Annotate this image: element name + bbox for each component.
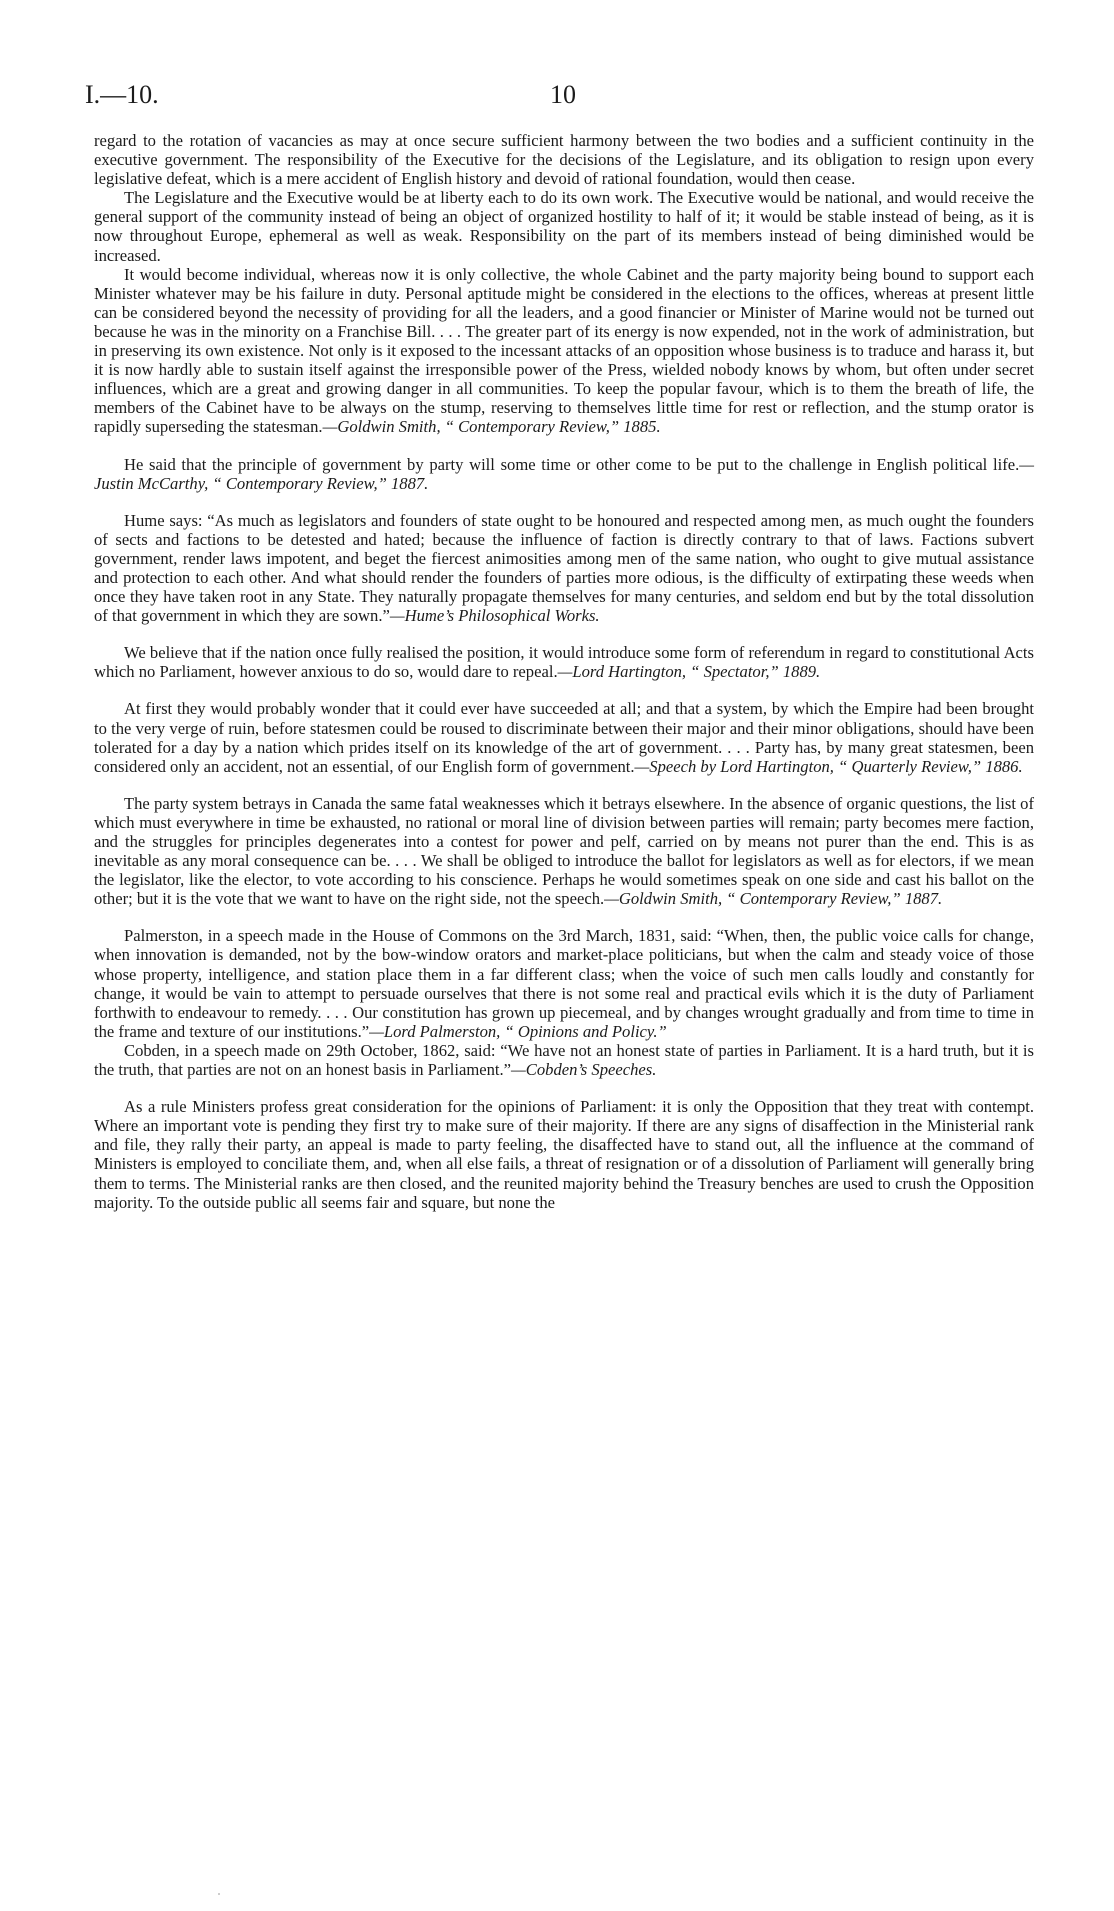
citation: —Hume’s Philosophical Works. (389, 606, 600, 626)
paragraph (94, 699, 1034, 775)
citation: —Lord Palmerston, “ Opinions and Policy.” (369, 1021, 667, 1041)
paragraph-text: As a rule Ministers profess great consideration for the opinions of Parliament: it is only the Opposition that they treat with contempt. Where an important vote is pending they first try to make sure of their majority. If there are any signs of disaffection in the Ministerial rank and file, they rally their party, an appeal is made to party feeling, the disaffected have to stand out, all the influence at the command of Ministers is employed to conciliate them, and, when all else fails, a threat of resignation or of a dissolution of Parliament will generally bring them to terms. The Ministerial ranks are then closed, and the reunited majority behind the Treasury benches are used to crush the Opposition majority. To the outside public all seems fair and square, but none the (94, 1097, 1034, 1212)
paragraph (94, 265, 1034, 437)
paragraph (94, 1041, 1034, 1079)
citation: —Goldwin Smith, “ Contemporary Review,” 1887. (604, 889, 943, 909)
paragraph-text: Cobden, in a speech made on 29th October, 1862, said: “We have not an honest state of parties in Parliament. It is a hard truth, but it is the truth, that parties are not on an honest basis in Parliament.” (94, 1040, 1034, 1080)
print-speck (218, 1893, 220, 1895)
paragraph-text: The Legislature and the Executive would be at liberty each to do its own work. The Executive would be national, and would receive the general support of the community instead of being an object of organized hostility to half of it; it would be stable instead of being, as it is now throughout Europe, ephemeral as well as weak. Responsibility on the part of its members instead of being diminished would be increased. (94, 188, 1034, 265)
paragraph-text: At first they would probably wonder that it could ever have succeeded at all; and that a system, by which the Empire had been brought to the very verge of ruin, before statesmen could be roused to discriminate between their major and their minor obligations, should have been tolerated for a day by a nation which prides itself on its knowledge of the art of government. . . . Party has, by many great statesmen, been considered only an accident, not an essential, of our English form of government. (94, 699, 1034, 776)
page-header (85, 80, 1035, 110)
paragraph-text: He said that the principle of government by party will some time or other come to be put to the challenge in English political life. (124, 454, 1020, 474)
citation: —Goldwin Smith, “ Contemporary Review,” 1885. (322, 417, 661, 437)
paragraph (94, 455, 1034, 493)
citation: —Cobden’s Speeches. (511, 1060, 657, 1080)
paragraph-text: Hume says: “As much as legislators and founders of state ought to be honoured and respected among men, as much ought the founders of sects and factions to be detested and hated; because the influence of faction is directly contrary to that of laws. Factions subvert government, render laws impotent, and beget the fiercest animosities among men of the same nation, who ought to give mutual assistance and protection to each other. And what should render the founders of parties more odious, is the difficulty of extirpating these weeds when once they have taken root in any State. They naturally propagate themselves for many centuries, and seldom end but by the total dissolution of that government in which they are sown.” (94, 510, 1034, 626)
paragraph (94, 794, 1034, 909)
paragraph (94, 188, 1034, 264)
paragraph-text: We believe that if the nation once fully realised the position, it would introduce some form of referendum in regard to constitutional Acts which no Parliament, however anxious to do so, would dare to repeal. (94, 643, 1034, 682)
paragraph (94, 1097, 1034, 1212)
citation: —Lord Hartington, “ Spectator,” 1889. (557, 662, 821, 682)
paragraph-continued (94, 131, 1034, 188)
citation: —Speech by Lord Hartington, “ Quarterly Review,” 1886. (634, 756, 1023, 776)
page-number: 10 (550, 80, 576, 109)
paragraph-text: Palmerston, in a speech made in the House of Commons on the 3rd March, 1831, said: “When, then, the public voice calls for change, when innovation is demanded, not by the bow-window orators and market-place politicians, but when the calm and steady voice of those whose property, intelligence, and station place them in a far different class; when the voice of such men calls loudly and constantly for change, it would be vain to attempt to persuade ourselves that there is not some real and practical evils which it is the duty of Parliament forthwith to endeavour to remedy. . . . Our constitution has grown up piecemeal, and by changes wrought gradually and from time to time in the frame and texture of our institutions.” (94, 926, 1034, 1041)
paragraph-text: The party system betrays in Canada the same fatal weaknesses which it betrays elsewhere. In the absence of organic questions, the list of which must everywhere in time be exhausted, no rational or moral line of division between parties will remain; party becomes mere faction, and the struggles for principles degenerates into a contest for power and pelf, carried on by means not purer than the end. This is as inevitable as any moral consequence can be. . . . We shall be obliged to introduce the ballot for legislators as well as for electors, if we mean the legislator, like the elector, to vote according to his conscience. Perhaps he would sometimes speak on one side and cast his ballot on the other; but it is the vote that we want to have on the right side, not the speech. (94, 793, 1034, 909)
paragraph-text: regard to the rotation of vacancies as may at once secure sufficient harmony between the two bodies and a sufficient continuity in the executive government. The responsibility of the Executive for the decisions of the Legislature, and its obligation to resign upon every legislative defeat, which is a mere accident of English history and devoid of rational foundation, would then cease. (94, 131, 1034, 189)
document-reference: I.—10. (85, 80, 159, 109)
paragraph (94, 926, 1034, 1041)
paragraph-text: It would become individual, whereas now it is only collective, the whole Cabinet and the party majority being bound to support each Minister whatever may be his failure in duty. Personal aptitude might be considered in the elections to the offices, whereas at present little can be considered beyond the necessity of providing for all the leaders, and a good financier or Minister of Marine would not be turned out because he was in the minority on a Franchise Bill. . . . The greater part of its energy is now expended, not in the work of administration, but in preserving its own existence. Not only is it exposed to the incessant attacks of an opposition whose business is to traduce and harass it, but it is now hardly able to sustain itself against the irresponsible power of the Press, wielded nobody knows by whom, but often under secret influences, which are a great and growing danger in all communities. To keep the popular favour, which is to them the breath of life, the members of the Cabinet have to be always on the stump, reserving to themselves little time for rest or reflection, and the stump orator is rapidly superseding the statesman. (94, 264, 1034, 437)
page-body (94, 131, 1034, 1212)
paragraph (94, 643, 1034, 681)
paragraph (94, 511, 1034, 626)
citation: —Justin McCarthy, “ Contemporary Review,” 1887. (94, 454, 1034, 493)
